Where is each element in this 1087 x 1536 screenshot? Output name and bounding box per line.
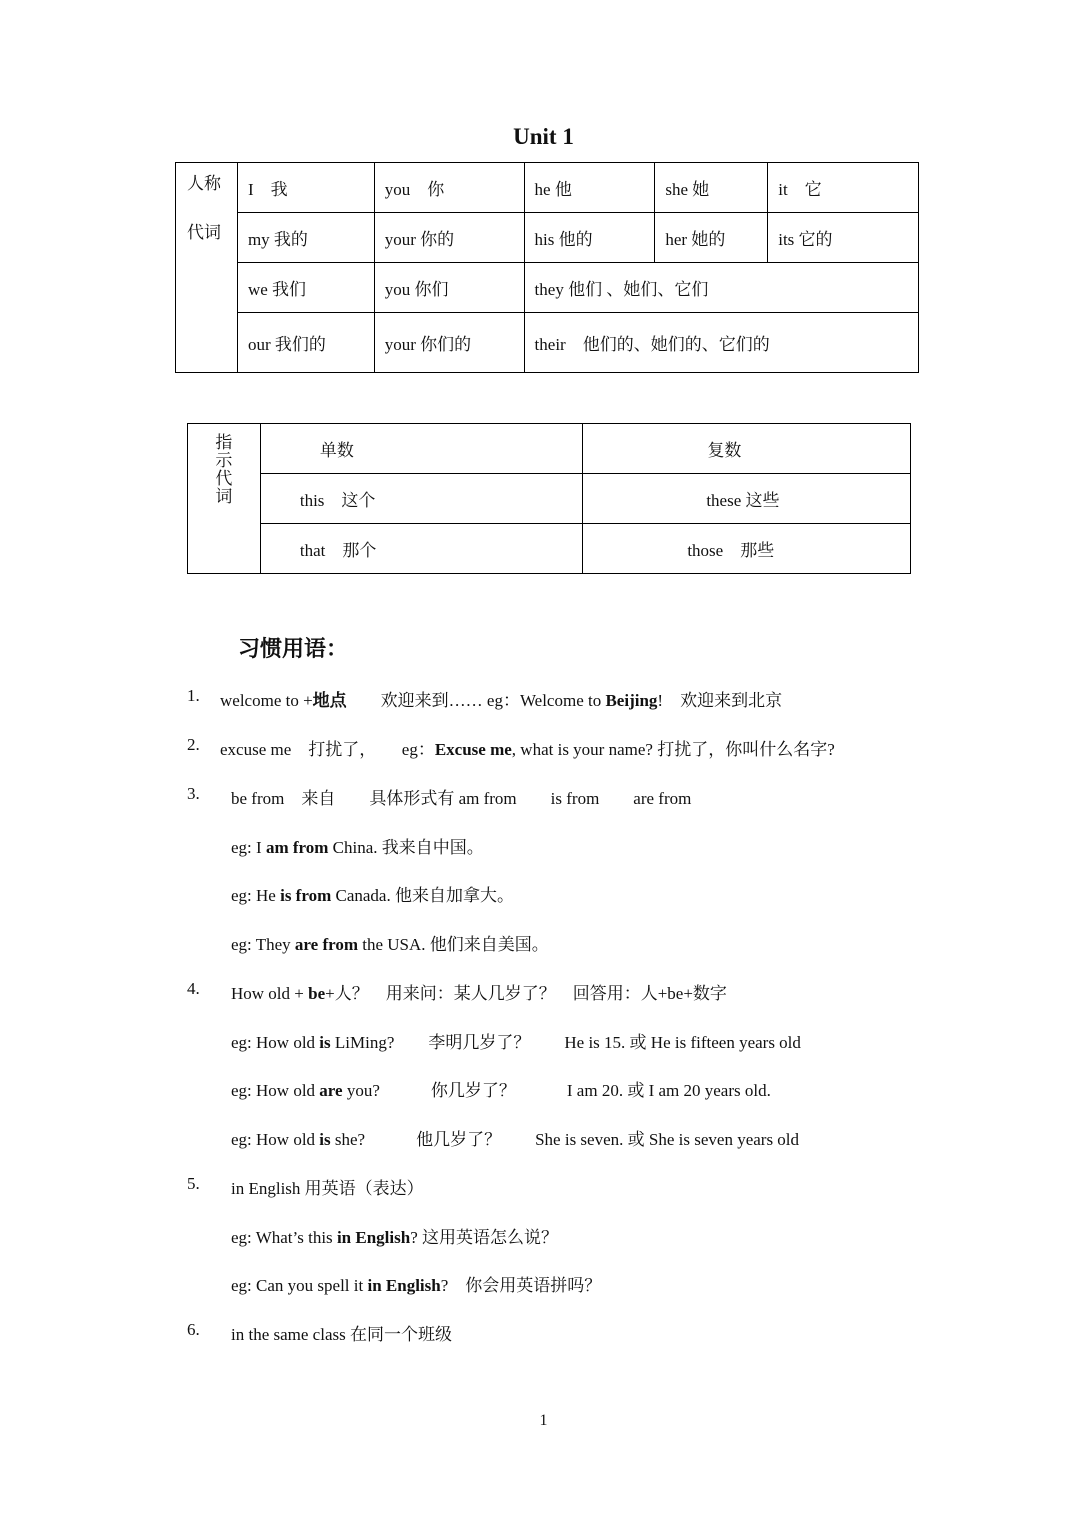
- table-cell: my 我的: [237, 213, 374, 263]
- list-item: excuse me 打扰了， eg：Excuse me, what is your name? 打扰了，你叫什么名字?: [220, 740, 835, 759]
- table-cell: we 我们: [237, 263, 374, 313]
- table-cell: he 他: [524, 163, 655, 213]
- list-item: in English 用英语（表达）: [231, 1179, 424, 1198]
- table-cell: it 它: [768, 163, 919, 213]
- table-cell: these 这些: [583, 474, 911, 524]
- table-cell: you 你们: [374, 263, 524, 313]
- item-number: 6.: [187, 1320, 200, 1339]
- list-item: be from 来自 具体形式有 am from is from are from: [231, 789, 692, 808]
- list-item: How old + be+人？ 用来问：某人几岁了？ 回答用：人+be+数字: [231, 984, 727, 1003]
- item-number: 4.: [187, 979, 200, 998]
- table-cell: she 她: [655, 163, 768, 213]
- example-line: eg: How old are you? 你几岁了？ I am 20. 或 I am 20 years old.: [231, 1081, 771, 1100]
- example-line: eg: They are from the USA. 他们来自美国。: [231, 935, 549, 954]
- list-item: welcome to +地点 欢迎来到…… eg：Welcome to Beijing! 欢迎来到北京: [220, 691, 783, 710]
- table-cell: this 这个: [260, 474, 582, 524]
- demo-side-label: 指示代词: [188, 424, 261, 574]
- table-cell: that 那个: [260, 524, 582, 574]
- item-number: 2.: [187, 735, 200, 754]
- example-line: eg: How old is LiMing? 李明几岁了？ He is 15. 或 He is fifteen years old: [231, 1033, 801, 1052]
- table-cell: its 它的: [768, 213, 919, 263]
- item-number: 5.: [187, 1174, 200, 1193]
- page-number: 1: [539, 1412, 548, 1429]
- personal-pronoun-table: [175, 162, 919, 373]
- example-line: eg: I am from China. 我来自中国。: [231, 838, 484, 857]
- section-heading: 习惯用语：: [238, 637, 349, 662]
- table-cell: they 他们 、她们、它们: [524, 263, 918, 313]
- table-header-cell: 复数: [583, 424, 911, 474]
- item-number: 1.: [187, 686, 200, 705]
- table-cell: their 他们的、她们的、它们的: [524, 313, 918, 373]
- list-item: in the same class 在同一个班级: [231, 1325, 452, 1344]
- table-cell: your 你们的: [374, 313, 524, 373]
- table-cell: her 她的: [655, 213, 768, 263]
- table-header-cell: 单数: [260, 424, 582, 474]
- pronoun-side-label: 人称 代词: [176, 163, 238, 373]
- item-number: 3.: [187, 784, 200, 803]
- demonstrative-pronoun-table: [187, 423, 911, 574]
- example-line: eg: What’s this in English? 这用英语怎么说？: [231, 1228, 558, 1247]
- table-cell: those 那些: [583, 524, 911, 574]
- table-cell: your 你的: [374, 213, 524, 263]
- page-title: Unit 1: [513, 124, 574, 149]
- example-line: eg: He is from Canada. 他来自加拿大。: [231, 886, 514, 905]
- table-cell: I 我: [237, 163, 374, 213]
- example-line: eg: How old is she? 他几岁了？ She is seven. 或 She is seven years old: [231, 1130, 800, 1149]
- table-cell: our 我们的: [237, 313, 374, 373]
- example-line: eg: Can you spell it in English? 你会用英语拼吗？: [231, 1276, 602, 1295]
- table-cell: his 他的: [524, 213, 655, 263]
- table-cell: you 你: [374, 163, 524, 213]
